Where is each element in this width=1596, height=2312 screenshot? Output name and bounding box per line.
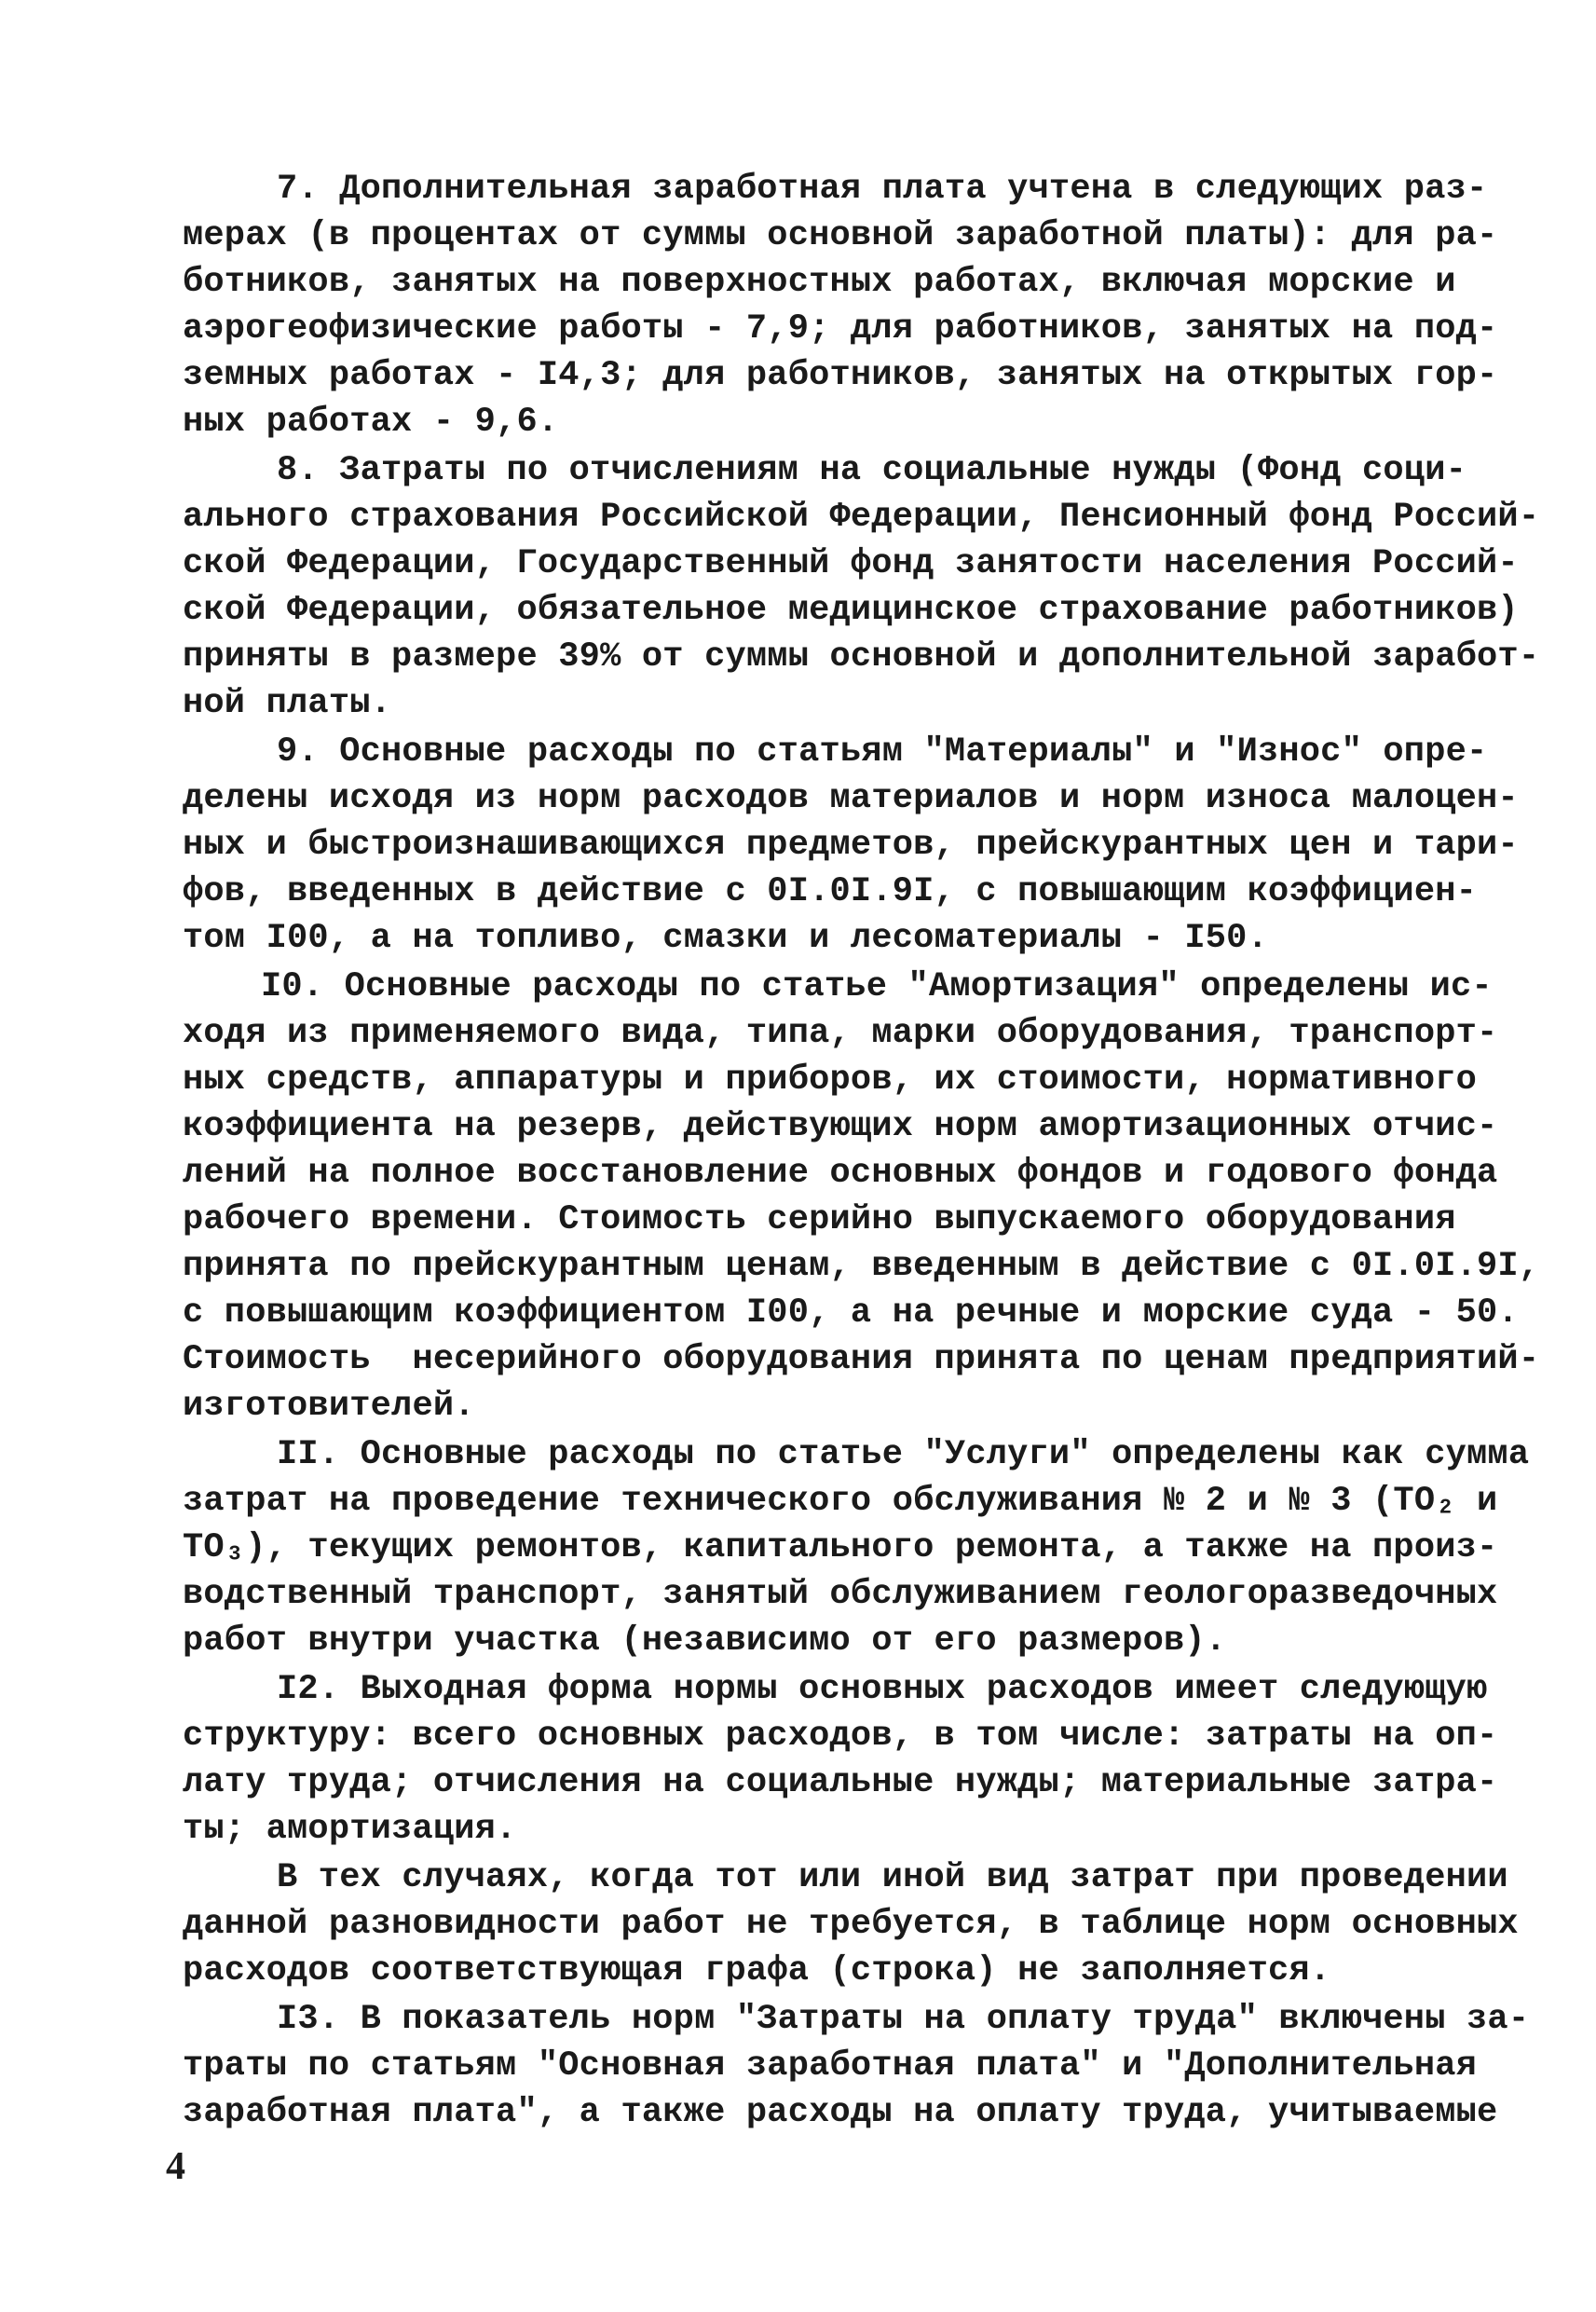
text-line: приняты в размере 39% от суммы основной и дополнительной заработ- (183, 637, 1540, 677)
text-line: 7. Дополнительная заработная плата учтена в следующих раз- (277, 170, 1488, 209)
text-line: рабочего времени. Стоимость серийно выпускаемого оборудования (183, 1200, 1456, 1239)
text-line: ных средств, аппаратуры и приборов, их стоимости, нормативного (183, 1060, 1478, 1100)
text-line: траты по статьям "Основная заработная плата" и "Дополнительная (183, 2046, 1478, 2086)
text-line: ты; амортизация. (183, 1810, 517, 1849)
text-line: лату труда; отчисления на социальные нужды; материальные затра- (183, 1763, 1498, 1802)
text-line: затрат на проведение технического обслуживания № 2 и № 3 (ТО₂ и (183, 1482, 1498, 1521)
text-line: II. Основные расходы по статье "Услуги" определены как сумма (277, 1435, 1530, 1474)
text-line: мерах (в процентах от суммы основной заработной платы): для ра- (183, 216, 1498, 255)
text-line: ботников, занятых на поверхностных работах, включая морские и (183, 263, 1456, 302)
text-line: с повышающим коэффициентом I00, а на речные и морские суда - 50. (183, 1293, 1519, 1333)
text-line: ТО₃), текущих ремонтов, капитального ремонта, а также на произ- (183, 1528, 1498, 1567)
text-line: Стоимость несерийного оборудования принята по ценам предприятий- (183, 1340, 1540, 1379)
text-line: ной платы. (183, 684, 392, 723)
text-line: аэрогеофизические работы - 7,9; для работников, занятых на под- (183, 309, 1498, 349)
text-line: данной разновидности работ не требуется, в таблице норм основных (183, 1905, 1519, 1944)
text-line: I0. Основные расходы по статье "Амортизация" определены ис- (261, 967, 1493, 1006)
text-line: В тех случаях, когда тот или иной вид затрат при проведении (277, 1858, 1508, 1897)
text-line: I2. Выходная форма нормы основных расходов имеет следующую (277, 1670, 1488, 1709)
text-line: ных и быстроизнашивающихся предметов, прейскурантных цен и тари- (183, 826, 1519, 865)
text-line: заработная плата", а также расходы на оплату труда, учитываемые (183, 2093, 1498, 2132)
text-line: I3. В показатель норм "Затраты на оплату труда" включены за- (277, 2000, 1530, 2039)
text-line: расходов соответствующая графа (строка) не заполняется. (183, 1951, 1331, 1991)
text-line: структуру: всего основных расходов, в том числе: затраты на оп- (183, 1717, 1498, 1756)
page-number: 4 (166, 2145, 185, 2188)
text-line: 8. Затраты по отчислениям на социальные нужды (Фонд соци- (277, 451, 1467, 490)
text-line: ных работах - 9,6. (183, 403, 559, 442)
text-line: ходя из применяемого вида, типа, марки оборудования, транспорт- (183, 1014, 1498, 1053)
text-line: водственный транспорт, занятый обслуживанием геологоразведочных (183, 1575, 1498, 1614)
text-line: делены исходя из норм расходов материалов и норм износа малоцен- (183, 779, 1519, 818)
text-line: фов, введенных в действие с 0I.0I.9I, с повышающим коэффициен- (183, 872, 1478, 911)
text-line: земных работах - I4,3; для работников, занятых на открытых гор- (183, 356, 1498, 395)
text-line: коэффициента на резерв, действующих норм амортизационных отчис- (183, 1107, 1498, 1146)
text-line: принята по прейскурантным ценам, введенным в действие с 0I.0I.9I, (183, 1247, 1540, 1286)
text-line: лений на полное восстановление основных фондов и годового фонда (183, 1154, 1498, 1193)
text-line: 9. Основные расходы по статьям "Материалы" и "Износ" опре- (277, 732, 1488, 772)
text-line: ской Федерации, обязательное медицинское страхование работников) (183, 591, 1519, 630)
text-line: работ внутри участка (независимо от его размеров). (183, 1621, 1227, 1661)
text-line: том I00, а на топливо, смазки и лесоматериалы - I50. (183, 919, 1268, 958)
text-line: изготовителей. (183, 1387, 475, 1426)
text-line: ской Федерации, Государственный фонд занятости населения Россий- (183, 544, 1519, 583)
text-line: ального страхования Российской Федерации, Пенсионный фонд Россий- (183, 498, 1540, 537)
